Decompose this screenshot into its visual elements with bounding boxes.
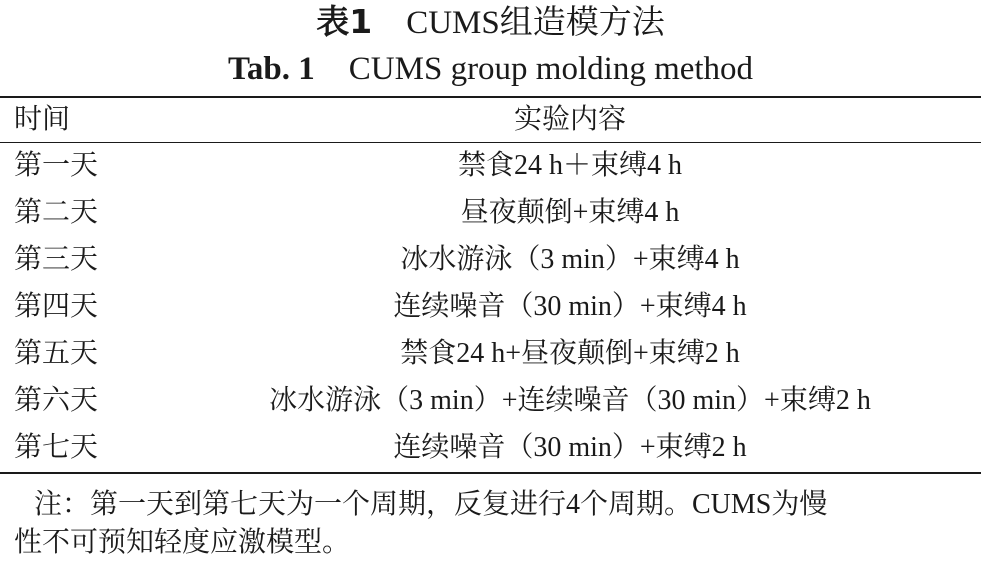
cell-time: 第六天 — [14, 385, 99, 416]
cell-content: 冰水游泳（3 min）+连续噪音（30 min）+束缚2 h — [269, 385, 871, 416]
table-row — [0, 236, 981, 283]
table-title-chinese: CUMS组造模方法 — [406, 5, 665, 41]
table-row — [0, 377, 981, 424]
cell-time: 第二天 — [14, 197, 99, 228]
header-time: 时间 — [14, 104, 71, 135]
table-header-row — [0, 96, 981, 143]
cell-content: 禁食24 h+昼夜颠倒+束缚2 h — [400, 338, 740, 369]
cell-content: 冰水游泳（3 min）+束缚4 h — [400, 244, 740, 275]
table-row — [0, 283, 981, 330]
footnote-line-2: 性不可预知轻度应激模型。 — [14, 527, 351, 558]
table-row — [0, 189, 981, 236]
table-footnote — [14, 486, 974, 562]
table-number-english: Tab. 1 — [227, 51, 315, 87]
cell-content: 连续噪音（30 min）+束缚2 h — [393, 432, 747, 463]
cell-time: 第一天 — [14, 150, 99, 181]
cell-time: 第四天 — [14, 291, 99, 322]
cell-content: 禁食24 h＋束缚4 h — [457, 150, 682, 181]
table-caption-chinese — [0, 0, 981, 44]
table-bottom-rule — [0, 472, 981, 474]
table-number-chinese: 表1 — [316, 2, 373, 41]
cell-time: 第三天 — [14, 244, 99, 275]
cell-time: 第五天 — [14, 338, 99, 369]
table-row — [0, 424, 981, 471]
table-row — [0, 330, 981, 377]
cell-content: 昼夜颠倒+束缚4 h — [460, 197, 680, 228]
cell-content: 连续噪音（30 min）+束缚4 h — [393, 291, 747, 322]
cell-time: 第七天 — [14, 432, 99, 463]
table-title-english: CUMS group molding method — [348, 51, 754, 87]
table-caption-english — [0, 46, 981, 92]
header-content: 实验内容 — [513, 104, 626, 135]
footnote-line-1: 注：第一天到第七天为一个周期，反复进行4个周期。CUMS为慢 — [34, 489, 828, 520]
table-row — [0, 142, 981, 189]
